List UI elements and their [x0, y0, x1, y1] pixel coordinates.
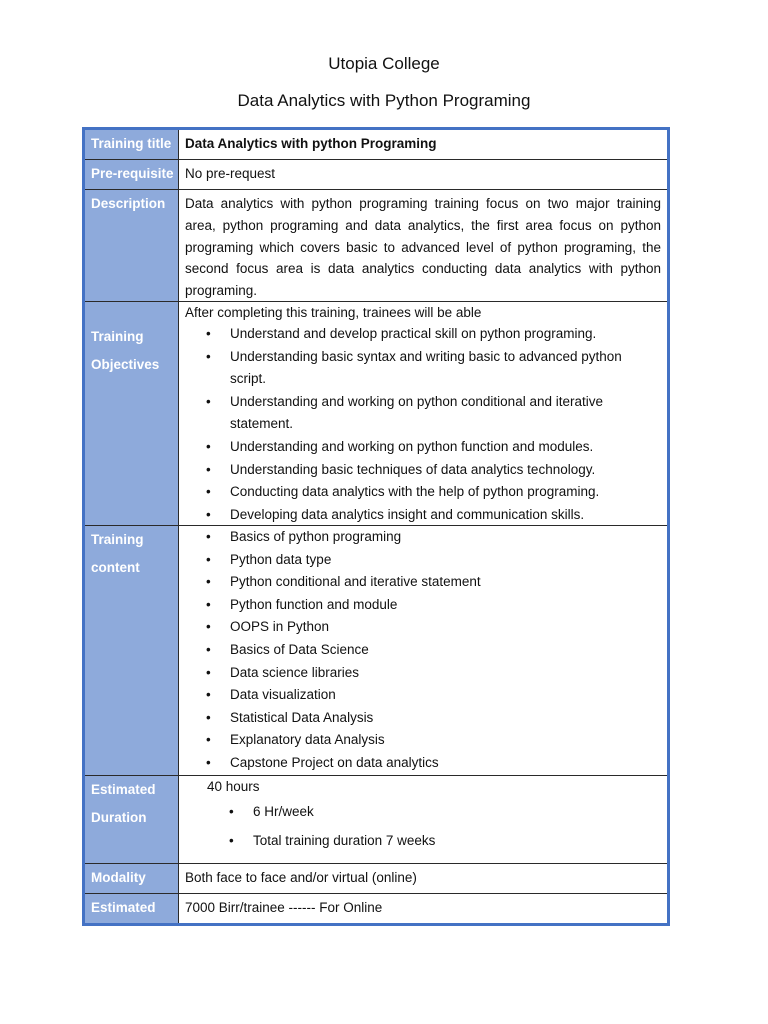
value-modality: Both face to face and/or virtual (online) [185, 870, 417, 885]
label-description: Description [85, 190, 179, 301]
course-title: Data Analytics with Python Programing [237, 91, 531, 110]
value-objectives [179, 302, 667, 525]
list-item: • Developing data analytics insight and communication skills. [185, 504, 661, 527]
row-duration [85, 775, 667, 863]
label-objectives-line2: Objectives [91, 357, 160, 372]
value-training-title: Data Analytics with python Programing [185, 136, 437, 151]
list-item: • Basics of Data Science [185, 639, 661, 662]
value-fee: 7000 Birr/trainee ------ For Online [185, 900, 383, 915]
value-duration [179, 776, 667, 863]
list-item: • Data visualization [185, 684, 661, 707]
list-item: • Basics of python programing [185, 526, 661, 549]
list-item: • Statistical Data Analysis [185, 707, 661, 730]
row-objectives [85, 301, 667, 525]
row-fee [85, 893, 667, 923]
label-content-line1: Training [91, 532, 144, 547]
label-content-line2: content [91, 560, 140, 575]
label-duration [85, 776, 179, 863]
label-modality: Modality [85, 864, 179, 893]
list-item: • Understanding basic syntax and writing basic to advanced python script. [185, 346, 661, 391]
duration-hours: 40 hours [207, 779, 260, 794]
label-prerequisite: Pre-requisite [85, 160, 179, 189]
objectives-intro: After completing this training, trainees will be able [185, 305, 482, 320]
value-prerequisite: No pre-request [185, 166, 276, 181]
list-item: • Python data type [185, 549, 661, 572]
row-content [85, 525, 667, 775]
label-training-title: Training title [85, 130, 179, 159]
list-item: • Understanding and working on python conditional and iterative statement. [185, 391, 661, 436]
row-training-title [85, 130, 667, 159]
list-item: • Understanding and working on python function and modules. [185, 436, 661, 459]
list-item: • Understanding basic techniques of data analytics technology. [185, 459, 661, 482]
row-modality [85, 863, 667, 893]
list-item: • Capstone Project on data analytics [185, 752, 661, 775]
content-list [185, 526, 661, 775]
duration-list [185, 797, 661, 855]
label-objectives-line1: Training [91, 329, 144, 344]
label-content [85, 526, 179, 775]
list-item: • Data science libraries [185, 662, 661, 685]
list-item: • Python function and module [185, 594, 661, 617]
list-item: • OOPS in Python [185, 616, 661, 639]
list-item: • Python conditional and iterative statement [185, 571, 661, 594]
label-objectives [85, 302, 179, 525]
list-item: • Understand and develop practical skill on python programing. [185, 323, 661, 346]
list-item: • Total training duration 7 weeks [185, 826, 661, 855]
list-item: • 6 Hr/week [185, 797, 661, 826]
list-item: • Explanatory data Analysis [185, 729, 661, 752]
label-duration-line1: Estimated [91, 782, 156, 797]
row-description [85, 189, 667, 301]
label-fee: Estimated [85, 894, 179, 923]
list-item: • Conducting data analytics with the help of python programing. [185, 481, 661, 504]
training-table [82, 127, 670, 926]
college-title: Utopia College [328, 54, 440, 73]
value-content [179, 526, 667, 775]
value-description: Data analytics with python programing training focus on two major training area, python programing and data analytics, the first area focus on python programing which covers basic to advanced level of python programing, the second focus area is data analytics conducting data analytics with python programing. [185, 196, 661, 299]
label-duration-line2: Duration [91, 810, 147, 825]
row-prerequisite [85, 159, 667, 189]
objectives-list [185, 323, 661, 526]
